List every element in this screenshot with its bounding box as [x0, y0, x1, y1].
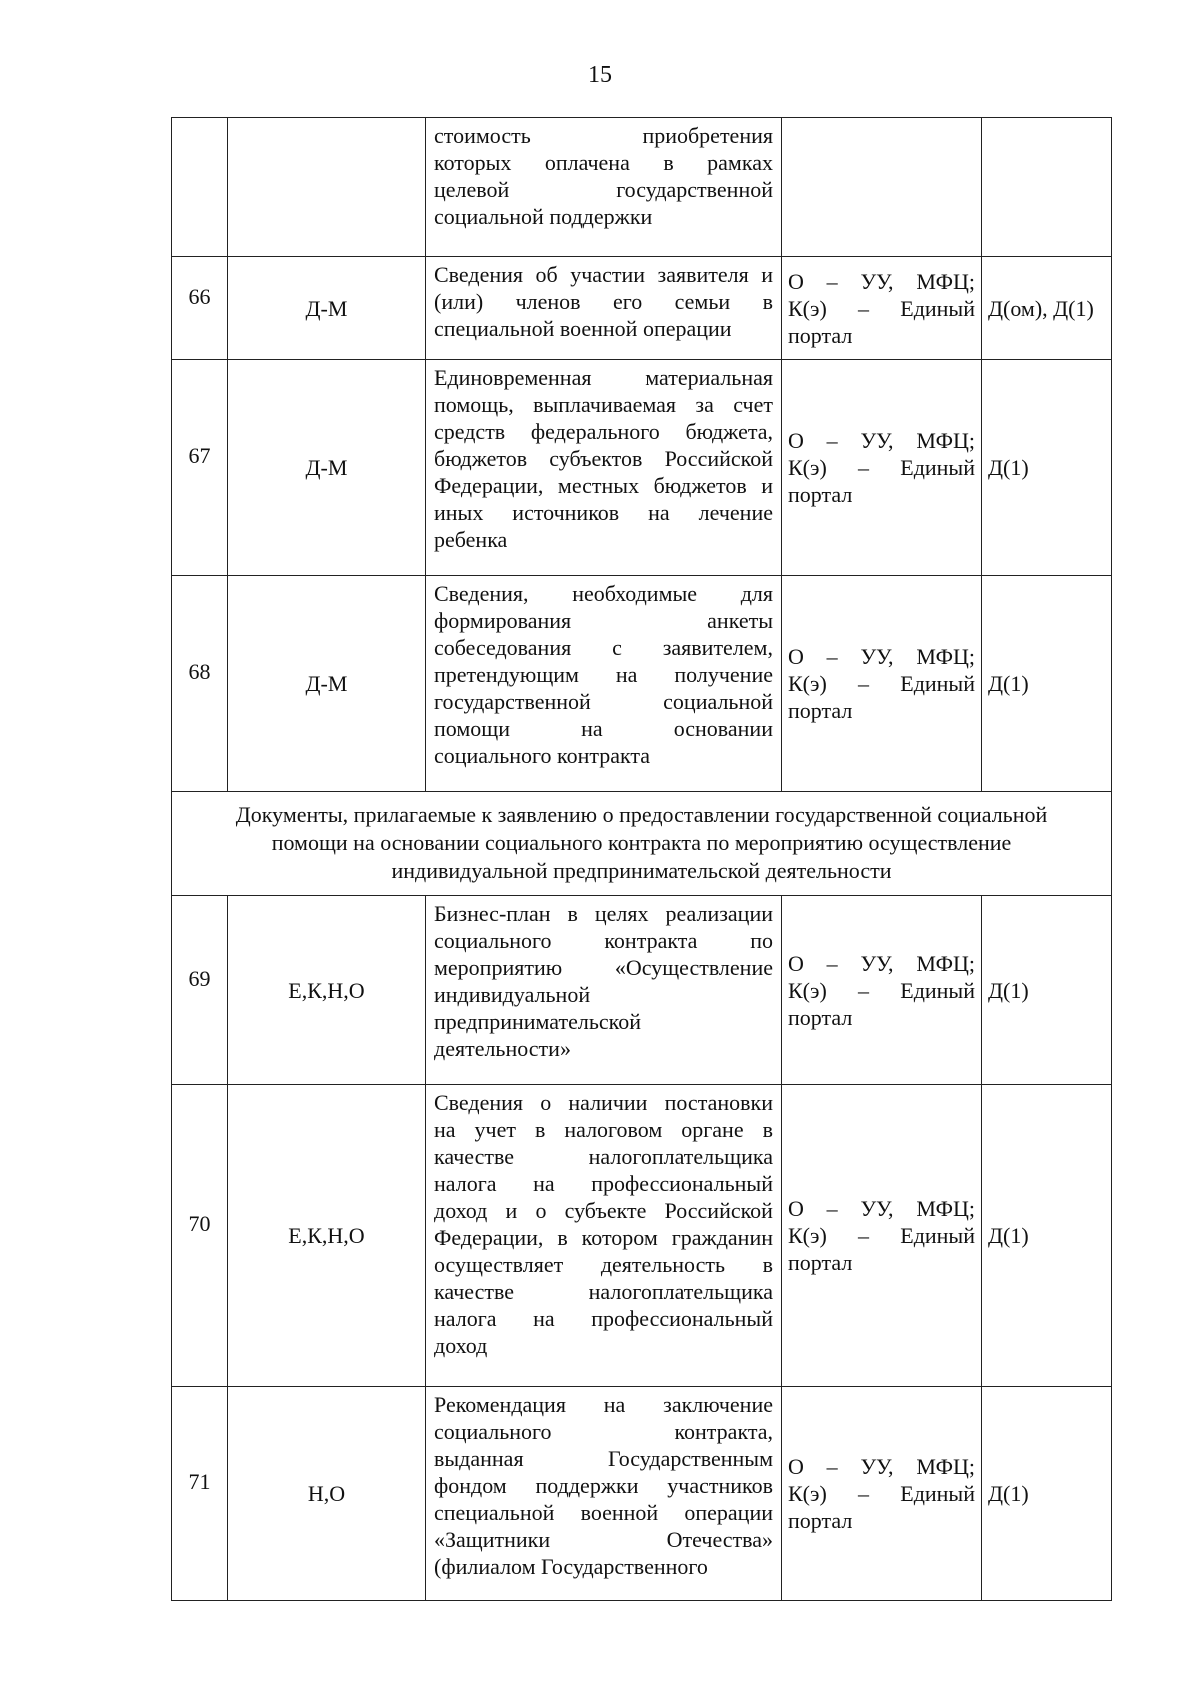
description-line: на учет в налоговом органе в — [434, 1117, 773, 1142]
submission-method-line: К(э) – Единый — [788, 977, 975, 1003]
section-header-line: Документы, прилагаемые к заявлению о предоставлении государственной социальной — [235, 801, 1048, 827]
description-line: Федерации, местных бюджетов и — [434, 473, 773, 498]
description-line: специальной военной операции — [434, 316, 732, 341]
description-line: качестве налогоплательщика — [434, 1144, 773, 1169]
submission-method — [782, 257, 982, 360]
description-line: (филиалом Государственного — [434, 1554, 708, 1579]
description-line: специальной военной операции — [434, 1500, 773, 1525]
description-line: доход и о субъекте Российской — [434, 1198, 773, 1223]
description-line: государственной социальной — [434, 689, 773, 714]
table-row — [172, 360, 1112, 576]
submission-method-line: О – УУ, МФЦ; — [788, 428, 975, 453]
row-number-cell — [172, 1387, 228, 1601]
description-line: доход — [434, 1333, 488, 1358]
document-status: Д(ом), Д(1) — [982, 257, 1112, 360]
description-line: ребенка — [434, 527, 508, 552]
category-code: Н,О — [228, 1387, 426, 1601]
category-code: Д-М — [228, 257, 426, 360]
description-line: которых оплачена в рамках — [434, 150, 773, 175]
row-number: 69 — [188, 965, 211, 991]
row-number: 68 — [188, 659, 211, 684]
document-status: Д(1) — [982, 360, 1112, 576]
row-number-cell — [172, 360, 228, 576]
description-line: качестве налогоплательщика — [434, 1279, 773, 1304]
row-number-cell — [172, 118, 228, 257]
row-number: 67 — [188, 443, 211, 468]
description-line: помощи на основании — [434, 716, 773, 741]
table-row — [172, 1387, 1112, 1601]
row-number-cell — [172, 1085, 228, 1387]
description-line: социальной поддержки — [434, 204, 653, 229]
table-body-top — [172, 118, 1112, 792]
document-description — [426, 896, 782, 1085]
submission-method — [782, 1085, 982, 1387]
submission-method-line: О – УУ, МФЦ; — [788, 1196, 975, 1221]
description-line: социального контракта — [434, 743, 651, 768]
description-line: собеседования с заявителем, — [434, 635, 773, 660]
description-line: налога на профессиональный — [434, 1171, 773, 1196]
description-line: деятельности» — [434, 1036, 571, 1061]
description-line: претендующим на получение — [434, 662, 773, 687]
table-row — [172, 896, 1112, 1085]
submission-method — [782, 896, 982, 1085]
submission-method-line: О – УУ, МФЦ; — [788, 1454, 975, 1479]
row-number-cell — [172, 576, 228, 792]
description-line: иных источников на лечение — [434, 500, 773, 525]
section-header-line: помощи на основании социального контракта по мероприятию осуществление — [271, 829, 1012, 855]
section-header — [172, 792, 1112, 896]
description-line: целевой государственной — [434, 177, 773, 202]
submission-method — [782, 360, 982, 576]
description-line: фондом поддержки участников — [434, 1473, 773, 1498]
description-line: помощь, выплачиваемая за счет — [434, 392, 773, 417]
document-status: Д(1) — [982, 896, 1112, 1085]
description-line: стоимость приобретения — [434, 123, 773, 148]
category-code: Е,К,Н,О — [228, 1085, 426, 1387]
section-header-line: индивидуальной предпринимательской деятельности — [391, 857, 892, 883]
submission-method-line: портал — [788, 1250, 853, 1275]
description-line: бюджетов субъектов Российской — [434, 446, 773, 471]
submission-method-line: портал — [788, 322, 853, 348]
description-line: «Защитники Отечества» — [434, 1527, 773, 1552]
table-row — [172, 1085, 1112, 1387]
submission-method-line: О – УУ, МФЦ; — [788, 268, 975, 294]
description-line: Бизнес-план в целях реализации — [434, 901, 773, 926]
document-status: Д(1) — [982, 576, 1112, 792]
description-line: Федерации, в котором гражданин — [434, 1225, 773, 1250]
submission-method-line: К(э) – Единый — [788, 1481, 975, 1506]
category-code: Д-М — [228, 360, 426, 576]
row-number: 66 — [188, 283, 211, 309]
table-row — [172, 257, 1112, 360]
submission-method — [782, 576, 982, 792]
submission-method — [782, 118, 982, 257]
document-status — [982, 118, 1112, 257]
description-line: Сведения, необходимые для — [434, 581, 773, 606]
table-section-body — [172, 792, 1112, 896]
documents-table — [171, 117, 1112, 1601]
description-line: Сведения о наличии постановки — [434, 1090, 773, 1115]
document-description — [426, 1085, 782, 1387]
document-description — [426, 360, 782, 576]
category-code: Е,К,Н,О — [228, 896, 426, 1085]
submission-method-line: О – УУ, МФЦ; — [788, 644, 975, 669]
submission-method-line: О – УУ, МФЦ; — [788, 950, 975, 976]
row-number-cell — [172, 896, 228, 1085]
document-description — [426, 257, 782, 360]
submission-method-line: портал — [788, 698, 853, 723]
page-number: 15 — [588, 62, 612, 88]
document-status: Д(1) — [982, 1085, 1112, 1387]
section-header-row — [172, 792, 1112, 896]
submission-method-line: К(э) – Единый — [788, 295, 975, 321]
description-line: формирования анкеты — [434, 608, 773, 633]
document-status: Д(1) — [982, 1387, 1112, 1601]
description-line: социального контракта, — [434, 1419, 773, 1444]
category-code — [228, 118, 426, 257]
document-description — [426, 576, 782, 792]
submission-method — [782, 1387, 982, 1601]
submission-method-line: К(э) – Единый — [788, 1223, 975, 1248]
submission-method-line: К(э) – Единый — [788, 671, 975, 696]
table-body-bottom — [172, 896, 1112, 1601]
description-line: средств федерального бюджета, — [434, 419, 773, 444]
submission-method-line: портал — [788, 482, 853, 507]
row-number: 71 — [188, 1469, 211, 1494]
document-description — [426, 118, 782, 257]
submission-method-line: портал — [788, 1004, 853, 1030]
document-description — [426, 1387, 782, 1601]
description-line: (или) членов его семьи в — [434, 289, 773, 314]
description-line: налога на профессиональный — [434, 1306, 773, 1331]
row-number: 70 — [188, 1211, 211, 1236]
table-row — [172, 118, 1112, 257]
table-row — [172, 576, 1112, 792]
description-line: индивидуальной — [434, 982, 591, 1007]
description-line: Сведения об участии заявителя и — [434, 262, 773, 287]
description-line: осуществляет деятельность в — [434, 1252, 773, 1277]
description-line: Единовременная материальная — [434, 365, 773, 390]
description-line: Рекомендация на заключение — [434, 1392, 773, 1417]
description-line: социального контракта по — [434, 928, 773, 953]
description-line: выданная Государственным — [434, 1446, 773, 1471]
submission-method-line: портал — [788, 1508, 853, 1533]
description-line: мероприятию «Осуществление — [434, 955, 773, 980]
category-code: Д-М — [228, 576, 426, 792]
description-line: предпринимательской — [434, 1009, 642, 1034]
submission-method-line: К(э) – Единый — [788, 455, 975, 480]
row-number-cell — [172, 257, 228, 360]
